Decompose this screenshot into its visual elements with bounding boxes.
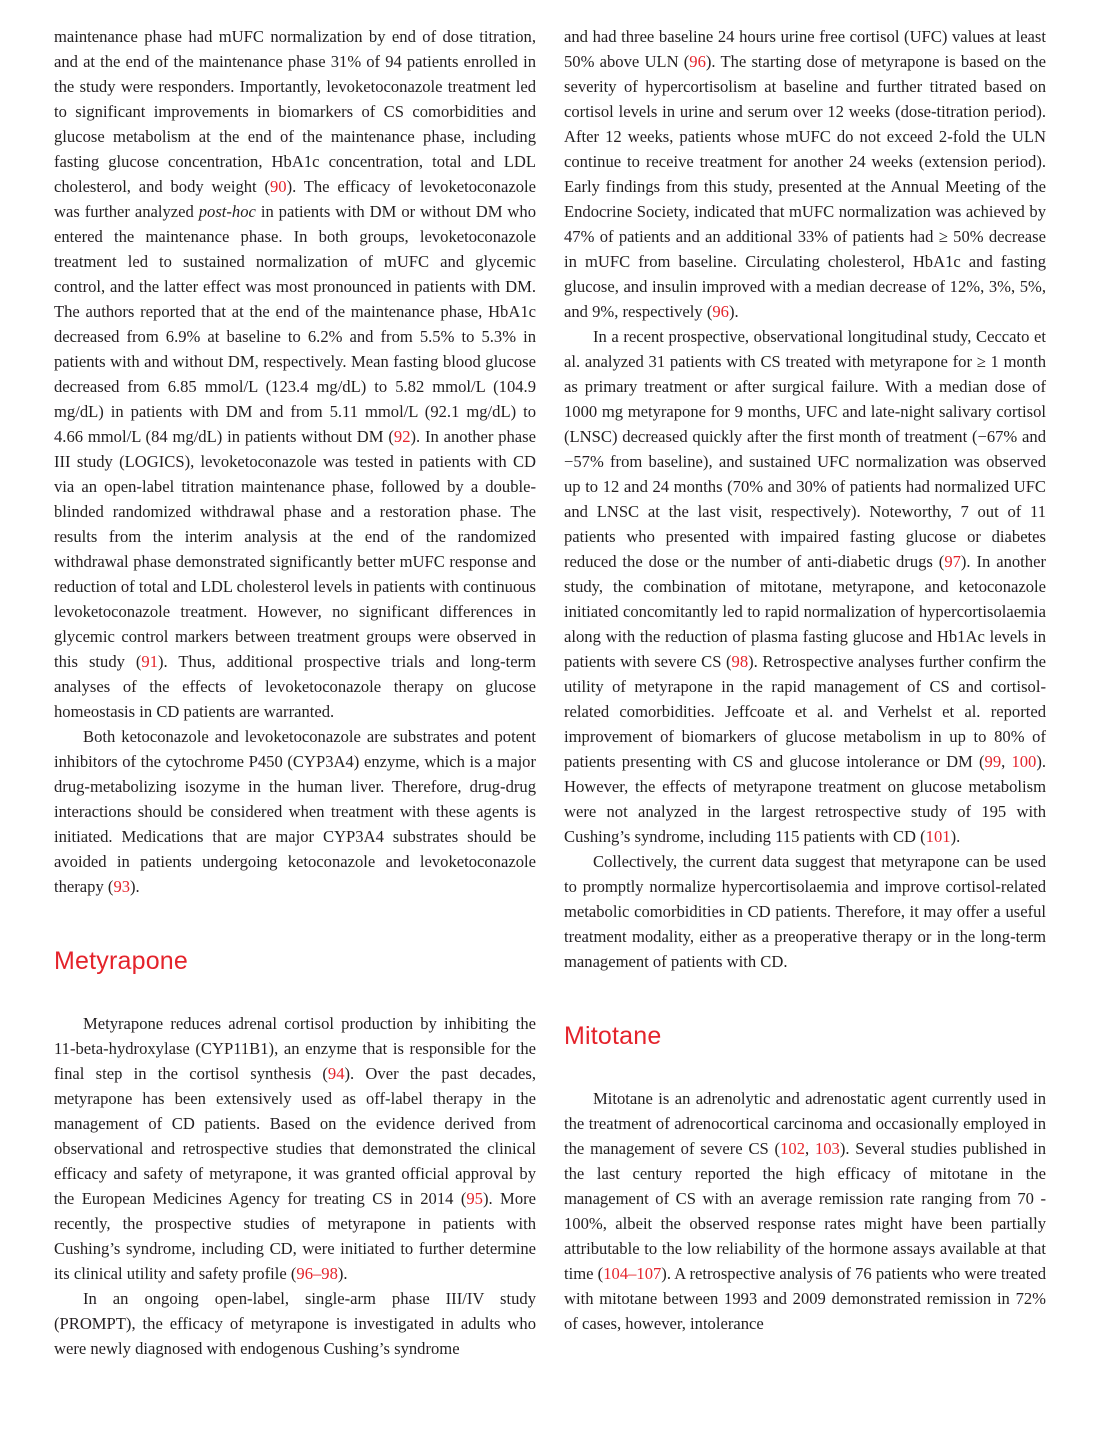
citation-link[interactable]: 103 (814, 1139, 840, 1158)
citation-link[interactable]: 94 (327, 1064, 345, 1083)
paragraph-cyp3a4-interactions: Both ketoconazole and levoketoconazole are substrates and potent inhibitors of the cytochrome P450 (CYP3A4) enzyme, which is a major drug-metabolizing isozyme in the human liver. Therefore, drug-drug interactions should be considered when treatment with these agents is initiated. Medications that are major CYP3A4 substrates should be avoided in patients undergoing ketoconazole and levoketoconazole therapy (93). (54, 727, 536, 896)
citation-link[interactable]: 96 (689, 52, 706, 71)
citation-link[interactable]: 100 (1011, 752, 1037, 771)
section-heading-mitotane: Mitotane (564, 1022, 662, 1050)
spacer (564, 974, 1046, 1021)
citation-link[interactable]: 93 (113, 877, 131, 896)
citation-link[interactable]: 101 (925, 827, 951, 846)
spacer (54, 899, 536, 946)
spacer (564, 1051, 1046, 1086)
paragraph-metyrapone-conclusion: Collectively, the current data suggest that metyrapone can be used to promptly normalize hypercortisolaemia and improve cortisol-related metabolic comorbidities in CD patients. Therefore, it may offer a useful treatment modality, either as a preoperative therapy or in the long-term management of patients with CD. (564, 852, 1046, 971)
citation-link[interactable]: 107 (636, 1264, 662, 1283)
citation-link[interactable]: 96 (712, 302, 729, 321)
paragraph-levoketoconazole-efficacy: maintenance phase had mUFC normalization by end of dose titration, and at the end of the maintenance phase 31% of 94 patients enrolled in the study were responders. Importantly, levoketoconazole treatment led to significant improvements in biomarkers of CS comorbidities and glucose metabolism at the end of the maintenance phase, including fasting glucose concentration, HbA1c concentration, total and LDL cholesterol, and body weight (90). The efficacy of levoketoconazole was further analyzed post-hoc in patients with DM or without DM who entered the maintenance phase. In both groups, levoketoconazole treatment led to sustained normalization of mUFC and glycemic control, and the latter effect was most pronounced in patients with DM. The authors reported that at the end of the maintenance phase, HbA1c decreased from 6.9% at baseline to 6.2% and from 5.5% to 5.3% in patients with and without DM, respectively. Mean fasting blood glucose decreased from 6.85 mmol/L (123.4 mg/dL) to 5.82 mmol/L (104.9 mg/dL) in patients with DM and from 5.11 mmol/L (92.1 mg/dL) to 4.66 mmol/L (84 mg/dL) in patients without DM (92). In another phase III study (LOGICS), levoketoconazole was tested in patients with CD via an open-label titration maintenance phase, followed by a double-blinded randomized withdrawal phase and a restoration phase. The results from the interim analysis at the end of the randomized withdrawal phase demonstrated significantly better mUFC response and reduction of total and LDL cholesterol levels in patients with continuous levoketoconazole treatment. However, no significant differences in glycemic control markers between treatment groups were observed in this study (91). Thus, additional prospective trials and long-term analyses of the effects of levoketoconazole therapy on glucose homeostasis in CD patients are warranted. (54, 27, 536, 721)
paragraph-prompt-study: In an ongoing open-label, single-arm phase III/IV study (PROMPT), the efficacy of metyrapone is investigated in adults who were newly diagnosed with endogenous Cushing’s syndrome (54, 1289, 536, 1358)
citation-link[interactable]: 104 (603, 1264, 629, 1283)
citation-link[interactable]: 91 (141, 652, 159, 671)
citation-link[interactable]: 90 (269, 177, 287, 196)
citation-link[interactable]: 96 (296, 1264, 313, 1283)
italic-term: post-hoc (198, 202, 256, 221)
spacer (54, 976, 536, 1011)
paragraph-prompt-continued: and had three baseline 24 hours urine free cortisol (UFC) values at least 50% above ULN (96). The starting dose of metyrapone is based on the severity of hypercortisolism at baseline and further titrated based on cortisol levels in urine and serum over 12 weeks (dose-titration period). After 12 weeks, patients whose mUFC do not exceed 2-fold the ULN continue to receive treatment for another 24 weeks (extension period). Early findings from this study, presented at the Annual Meeting of the Endocrine Society, indicated that mUFC normalization was achieved by 47% of patients and an additional 33% of patients had ≥ 50% decrease in mUFC from baseline. Circulating cholesterol, HbA1c and fasting glucose, and insulin improved with a median decrease of 12%, 3%, 5%, and 9%, respectively (96). (564, 27, 1046, 321)
citation-link[interactable]: 99 (984, 752, 1002, 771)
citation-link[interactable]: 92 (393, 427, 411, 446)
right-column (564, 24, 1046, 1336)
paragraph-mitotane-intro: Mitotane is an adrenolytic and adrenostatic agent currently used in the treatment of adrenocortical carcinoma and occasionally employed in the management of severe CS (102, 103). Several studies published in the last century reported the high efficacy of mitotane in the management of CS with an average remission rate ranging from 70 - 100%, albeit the observed response rates might have been partially attributable to the low reliability of the hormone assays available at that time (104–107). A retrospective analysis of 76 patients who were treated with mitotane between 1993 and 2009 demonstrated remission in 72% of cases, however, intolerance (564, 1089, 1047, 1333)
paragraph-ceccato-study: In a recent prospective, observational longitudinal study, Ceccato et al. analyzed 31 patients with CS treated with metyrapone for ≥ 1 month as primary treatment or after surgical failure. With a median dose of 1000 mg metyrapone for 9 months, UFC and late-night salivary cortisol (LNSC) decreased quickly after the first month of treatment (−67% and −57% from baseline), and sustained UFC normalization was observed up to 12 and 24 months (70% and 30% of patients had normalized UFC and LNSC at the last visit, respectively). Noteworthy, 7 out of 11 patients who presented with impaired fasting glucose or diabetes reduced the dose or the number of anti-diabetic drugs (97). In another study, the combination of mitotane, metyrapone, and ketoconazole initiated concomitantly led to rapid normalization of hypercortisolaemia along with the reduction of plasma fasting glucose and Hb1Ac levels in patients with severe CS (98). Retrospective analyses further confirm the utility of metyrapone in the rapid management of CS and cortisol-related comorbidities. Jeffcoate et al. and Verhelst et al. reported improvement of biomarkers of glucose metabolism in up to 80% of patients presenting with CS and glucose intolerance or DM (99, 100). However, the effects of metyrapone treatment on glucose metabolism were not analyzed in the largest retrospective study of 195 with Cushing’s syndrome, including 115 patients with CD (101). (564, 327, 1047, 846)
citation-link[interactable]: 98 (321, 1264, 338, 1283)
citation-link[interactable]: 95 (466, 1189, 483, 1208)
section-heading-metyrapone: Metyrapone (54, 947, 189, 975)
citation-link[interactable]: 98 (731, 652, 749, 671)
citation-link[interactable]: 97 (944, 552, 961, 571)
paragraph-metyrapone-intro: Metyrapone reduces adrenal cortisol production by inhibiting the 11-beta-hydroxylase (CYP11B1), an enzyme that is responsible for the final step in the cortisol synthesis (94). Over the past decades, metyrapone has been extensively used as off-label therapy in the management of CD patients. Based on the evidence derived from observational and retrospective studies that demonstrated the clinical efficacy and safety of metyrapone, it was granted official approval by the European Medicines Agency for treating CS in 2014 (95). More recently, the prospective studies of metyrapone in patients with Cushing’s syndrome, including CD, were initiated to further determine its clinical utility and safety profile (96–98). (54, 1014, 537, 1283)
citation-link[interactable]: 102 (780, 1139, 805, 1158)
left-column (54, 24, 536, 1361)
